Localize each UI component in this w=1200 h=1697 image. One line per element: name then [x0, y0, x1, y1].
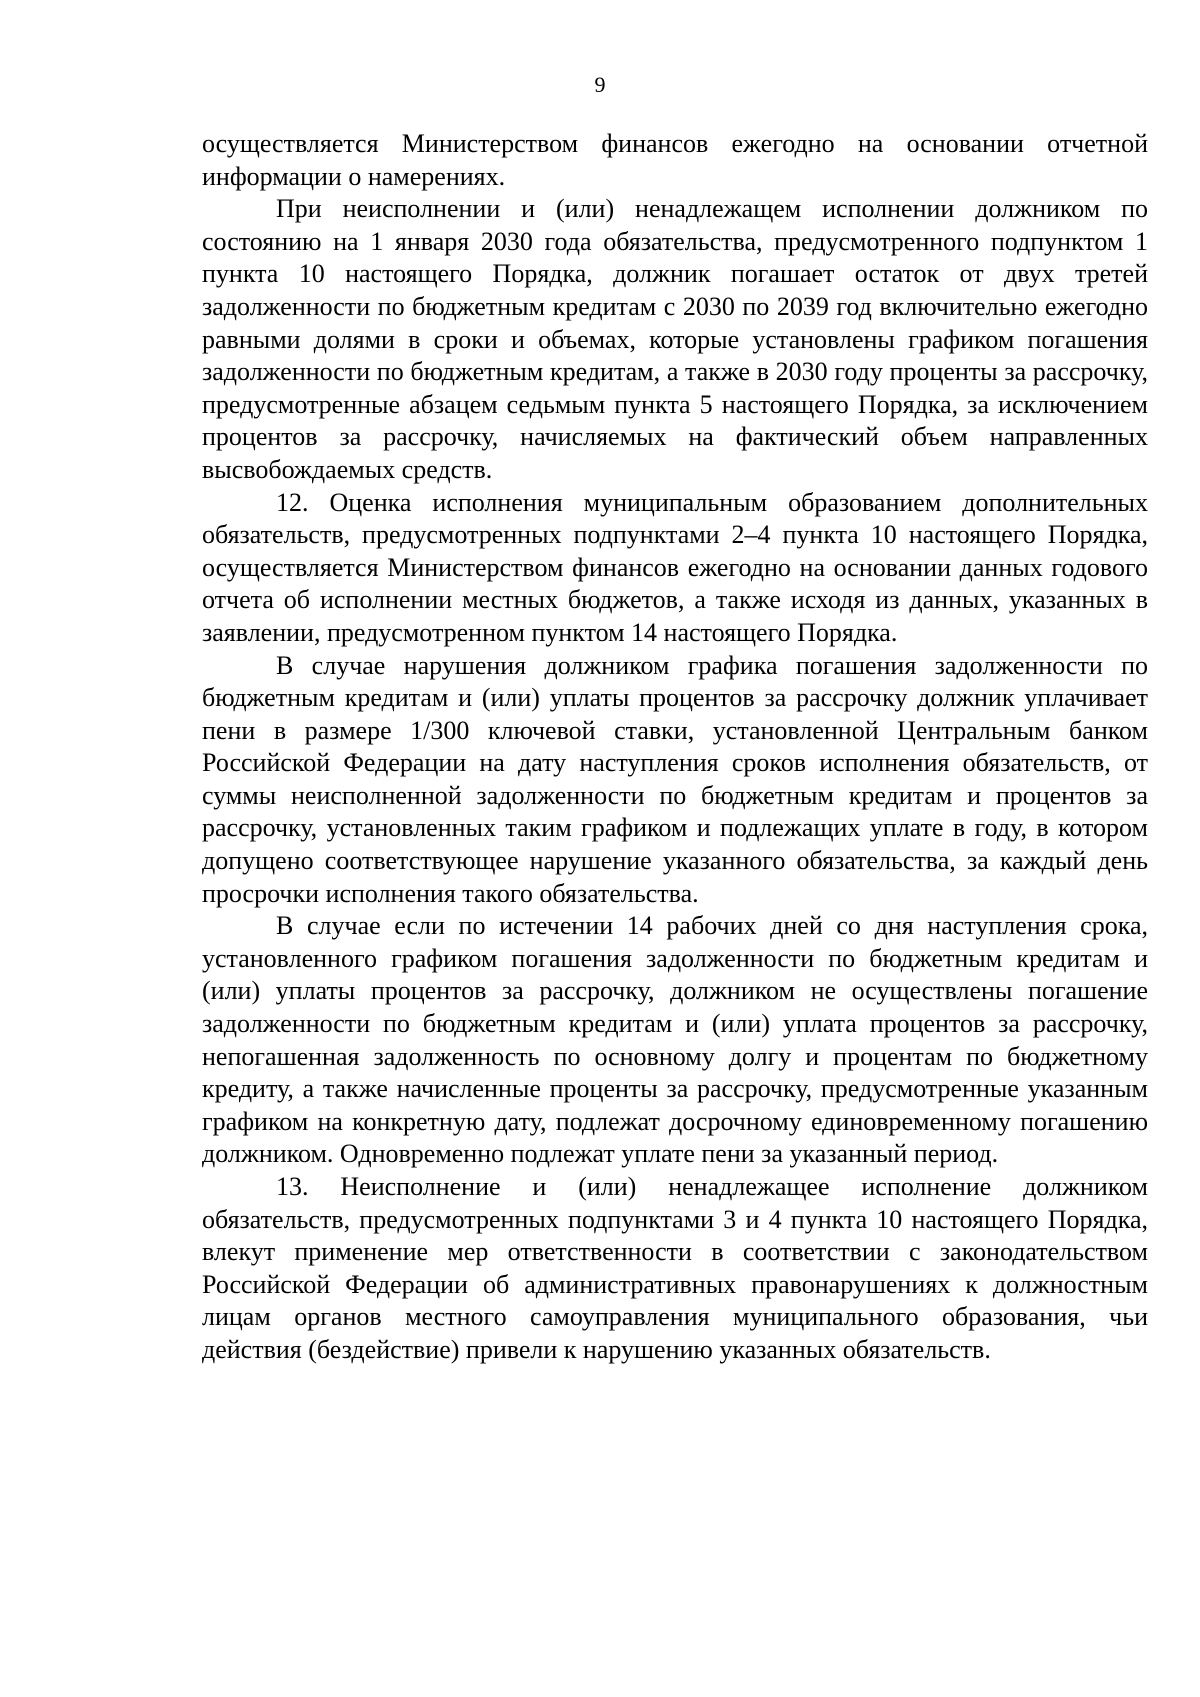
paragraph-penalty: В случае нарушения должником графика погашения задолженности по бюджетным кредитам и (или) уплаты процентов за рассрочку должник уплачивает пени в размере 1/300 ключевой ставки, установленной Центральным банком Российской Федерации на дату наступления сроков исполнения обязательств, от суммы неисполненной задолженности по бюджетным кредитам и процентов за рассрочку, установленных таким графиком и подлежащих уплате в году, в котором допущено соответствующее нарушение указанного обязательства, за каждый день просрочки исполнения такого обязательства. [202, 650, 1148, 908]
page-number: 9 [594, 72, 606, 97]
document-body [202, 128, 1148, 1367]
paragraph-early-repayment: В случае если по истечении 14 рабочих дней со дня наступления срока, установленного графиком погашения задолженности по бюджетным кредитам и (или) уплаты процентов за рассрочку, должником не осуществлены погашение задолженности по бюджетным кредитам и (или) уплата процентов за рассрочку, непогашенная задолженность по основному долгу и процентам по бюджетному кредиту, а также начисленные проценты за рассрочку, предусмотренные указанным графиком на конкретную дату, подлежат досрочному единовременному погашению должником. Одновременно подлежат уплате пени за указанный период. [202, 911, 1148, 1169]
paragraph-nonfulfillment: При неисполнении и (или) ненадлежащем исполнении должником по состоянию на 1 января 2030 года обязательства, предусмотренного подпунктом 1 пункта 10 настоящего Порядка, должник погашает остаток от двух третей задолженности по бюджетным кредитам с 2030 по 2039 год включительно ежегодно равными долями в сроки и объемах, которые установлены графиком погашения задолженности по бюджетным кредитам, а также в 2030 году проценты за рассрочку, предусмотренные абзацем седьмым пункта 5 настоящего Порядка, за исключением процентов за рассрочку, начисляемых на фактический объем направленных высвобождаемых средств. [202, 194, 1148, 484]
paragraph-intro-continuation: осуществляется Министерством финансов ежегодно на основании отчетной информации о намерениях. [202, 129, 1148, 191]
paragraph-item-12: 12. Оценка исполнения муниципальным образованием дополнительных обязательств, предусмотренных подпунктами 2–4 пункта 10 настоящего Порядка, осуществляется Министерством финансов ежегодно на основании данных годового отчета об исполнении местных бюджетов, а также исходя из данных, указанных в заявлении, предусмотренном пунктом 14 настоящего Порядка. [202, 487, 1148, 647]
paragraph-item-13: 13. Неисполнение и (или) ненадлежащее исполнение должником обязательств, предусмотренных подпунктами 3 и 4 пункта 10 настоящего Порядка, влекут применение мер ответственности в соответствии с законодательством Российской Федерации об административных правонарушениях к должностным лицам органов местного самоуправления муниципального образования, чьи действия (бездействие) привели к нарушению указанных обязательств. [202, 1172, 1148, 1364]
